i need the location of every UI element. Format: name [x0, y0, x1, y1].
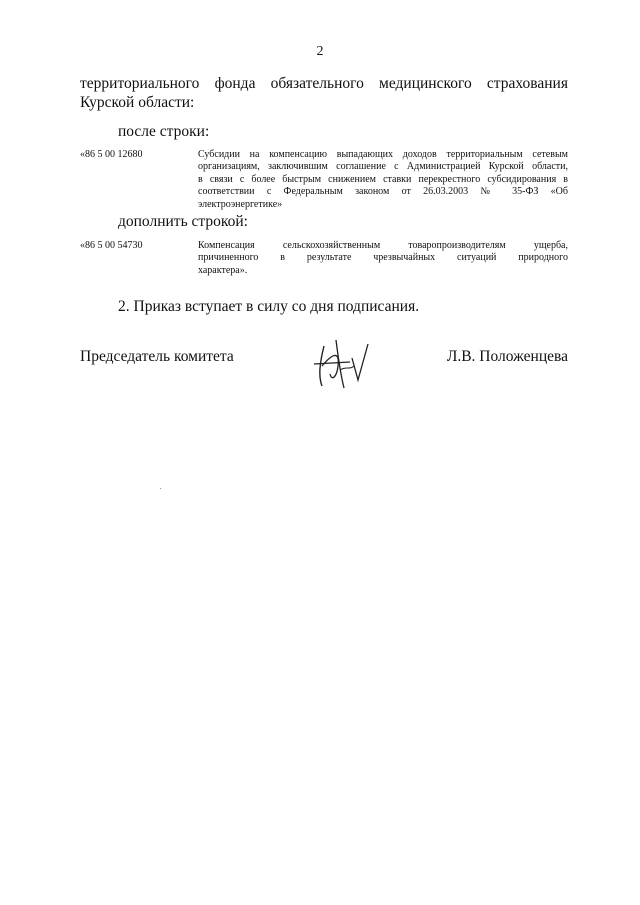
handwritten-signature: [310, 336, 380, 390]
entry-description: [198, 240, 568, 277]
description-line: причиненного в результате чрезвычайных ситуаций природного: [198, 252, 568, 264]
page-number: 2: [316, 44, 324, 59]
entry-description: [198, 149, 568, 211]
description-line: в связи с более быстрым снижением ставки перекрестного субсидирования в: [198, 173, 568, 185]
description-line: электроэнергетике»: [198, 198, 283, 210]
after-line-heading: после строки:: [118, 123, 210, 140]
description-line: Компенсация сельскохозяйственным товаропроизводителям ущерба,: [198, 240, 568, 251]
intro-word: страхования: [486, 75, 568, 92]
intro-word: фонда: [214, 75, 256, 92]
signatory-name: Л.В. Положенцева: [446, 348, 568, 365]
add-line-heading: дополнить строкой:: [118, 213, 248, 230]
description-line: Субсидии на компенсацию выпадающих доходов территориальным сетевым: [198, 149, 568, 160]
intro-word: медицинского: [379, 75, 472, 92]
description-line: организациям, заключившим соглашение с Администрацией Курской области,: [198, 161, 568, 173]
intro-word: обязательного: [270, 75, 364, 92]
clause-2: 2. Приказ вступает в силу со дня подписания.: [118, 298, 420, 315]
intro-word: территориального: [80, 75, 200, 92]
signatory-title: Председатель комитета: [80, 348, 234, 365]
description-line: соответствии с Федеральным законом от 26.03.2003 № 35-ФЗ «Об: [198, 186, 568, 198]
entry-code: «86 5 00 54730: [80, 240, 143, 251]
intro-line-1: [80, 74, 568, 93]
intro-line-2: Курской области:: [80, 94, 195, 111]
intro-paragraph: [80, 74, 568, 112]
entry-code: «86 5 00 12680: [80, 149, 143, 160]
scan-speck: [160, 488, 161, 489]
description-line: характера».: [198, 264, 248, 276]
signature-block: [80, 348, 568, 388]
